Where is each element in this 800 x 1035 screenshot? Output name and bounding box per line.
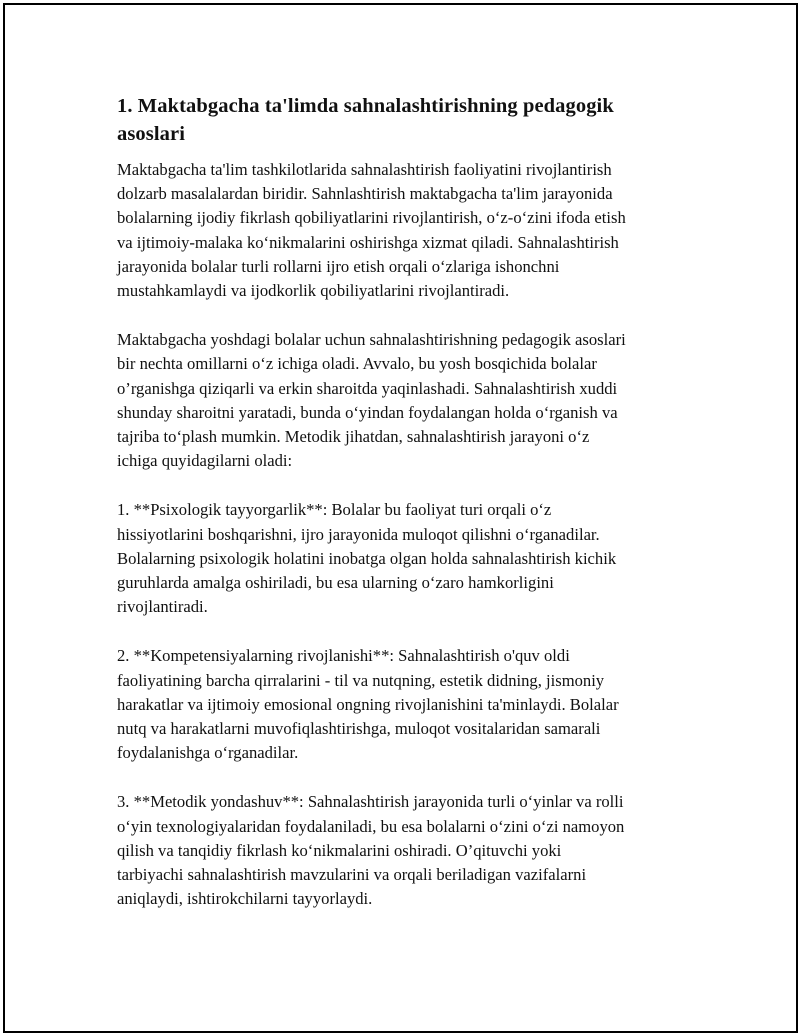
paragraph-intro: Maktabgacha ta'lim tashkilotlarida sahnalashtirish faoliyatini rivojlantirish dolzarb masalalardan biridir. Sahnlashtirish maktabgacha ta'lim jarayonida bolalarning ijodiy fikrlash qobiliyatlarini rivojlantirish, o‘z-o‘zini ifoda etish va ijtimoiy-malaka ko‘nikmalarini oshirishga xizmat qiladi. Sahnalashtirish jarayonida bolalar turli rollarni ijro etish orqali o‘zlariga ishonchni mustahkamlaydi va ijodkorlik qobiliyatlarini rivojlantiradi. bbox=[117, 160, 626, 301]
document-title: 1. Maktabgacha ta'limda sahnalashtirishning pedagogik asoslari bbox=[117, 95, 614, 145]
document-body bbox=[117, 92, 687, 936]
list-item-competency-development: 2. **Kompetensiyalarning rivojlanishi**: Sahnalashtirish o'quv oldi faoliyatining barcha qirralarini - til va nutqning, estetik didning, jismoniy harakatlar va ijtimoiy emosional ongning rivojlanishini ta'minlaydi. Bolalar nutq va harakatlarni muvofiqlashtirishga, muloqot vositalaridan samarali foydalanishga o‘rganadilar. bbox=[117, 646, 619, 763]
list-item-psychological-preparation: 1. **Psixologik tayyorgarlik**: Bolalar bu faoliyat turi orqali o‘z hissiyotlarini boshqarishni, ijro jarayonida muloqot qilishni o‘rganadilar. Bolalarning psixologik holatini inobatga olgan holda sahnalashtirish kichik guruhlarda amalga oshiriladi, bu esa ularning o‘zaro hamkorligini rivojlantiradi. bbox=[117, 500, 617, 617]
list-item-methodical-approach: 3. **Metodik yondashuv**: Sahnalashtirish jarayonida turli o‘yinlar va rolli o‘yin texnologiyalaridan foydalaniladi, bu esa bolalarni o‘zini o‘zi namoyon qilish va tanqidiy fikrlash ko‘nikmalarini oshiradi. O’qituvchi yoki tarbiyachi sahnalashtirish mavzularini va orqali beriladigan vazifalarni aniqlaydi, ishtirokchilarni tayyorlaydi. bbox=[117, 792, 625, 909]
paragraph-foundations: Maktabgacha yoshdagi bolalar uchun sahnalashtirishning pedagogik asoslari bir nechta omillarni o‘z ichiga oladi. Avvalo, bu yosh bosqichida bolalar o’rganishga qiziqarli va erkin sharoitda yaqinlashadi. Sahnalashtirish xuddi shunday sharoitni yaratadi, bunda o‘yindan foydalangan holda o‘rganish va tajriba to‘plash mumkin. Metodik jihatdan, sahnalashtirish jarayoni o‘z ichiga quyidagilarni oladi: bbox=[117, 330, 626, 471]
